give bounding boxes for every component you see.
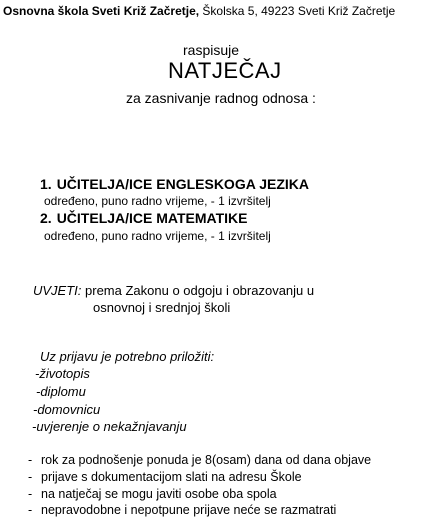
subtitle: za zasnivanje radnog odnosa : (126, 90, 316, 106)
note-text: na natječaj se mogu javiti osobe oba spola (41, 487, 277, 501)
note-bullet: - (28, 487, 33, 501)
position-2-number: 2. (40, 210, 52, 226)
note-bullet: - (28, 453, 33, 467)
note-bullet: - (28, 470, 33, 484)
school-name: Osnovna škola Sveti Križ Začretje, (3, 4, 200, 18)
note-text: rok za podnošenje ponuda je 8(osam) dana od dana objave (41, 453, 372, 467)
position-2-details: određeno, puno radno vrijeme, - 1 izvršitelj (44, 229, 271, 243)
position-2-title (40, 210, 248, 226)
position-1-title (40, 176, 309, 192)
conditions-text-1: prema Zakonu o odgoju i obrazovanju u (81, 283, 315, 298)
school-address: Školska 5, 49223 Sveti Križ Začretje (202, 4, 396, 18)
conditions-line-1 (33, 283, 314, 298)
conditions-label: UVJETI: (33, 283, 82, 298)
note-item (28, 503, 336, 517)
position-1-number: 1. (40, 176, 52, 192)
conditions-line-2: osnovnoj i srednjoj školi (93, 300, 231, 315)
note-bullet: - (28, 503, 33, 517)
document-item: -diplomu (36, 384, 86, 399)
announces-text: raspisuje (183, 42, 240, 58)
position-2-name: UČITELJA/ICE MATEMATIKE (56, 210, 248, 226)
note-item (28, 487, 277, 501)
note-text: nepravodobne i nepotpune prijave neće se razmatrati (41, 503, 337, 517)
documents-intro: Uz prijavu je potrebno priložiti: (40, 349, 215, 364)
page-title: NATJEČAJ (168, 58, 282, 83)
note-item (28, 453, 371, 467)
note-item (28, 470, 302, 484)
position-1-name: UČITELJA/ICE ENGLESKOGA JEZIKA (56, 176, 309, 192)
position-1-details: određeno, puno radno vrijeme, - 1 izvršitelj (44, 194, 271, 208)
document-header (3, 4, 395, 18)
document-item: -uvjerenje o nekažnjavanju (32, 419, 187, 434)
document-item: -životopis (35, 366, 90, 381)
note-text: prijave s dokumentacijom slati na adresu Škole (41, 470, 302, 484)
document-item: -domovnicu (33, 402, 101, 417)
